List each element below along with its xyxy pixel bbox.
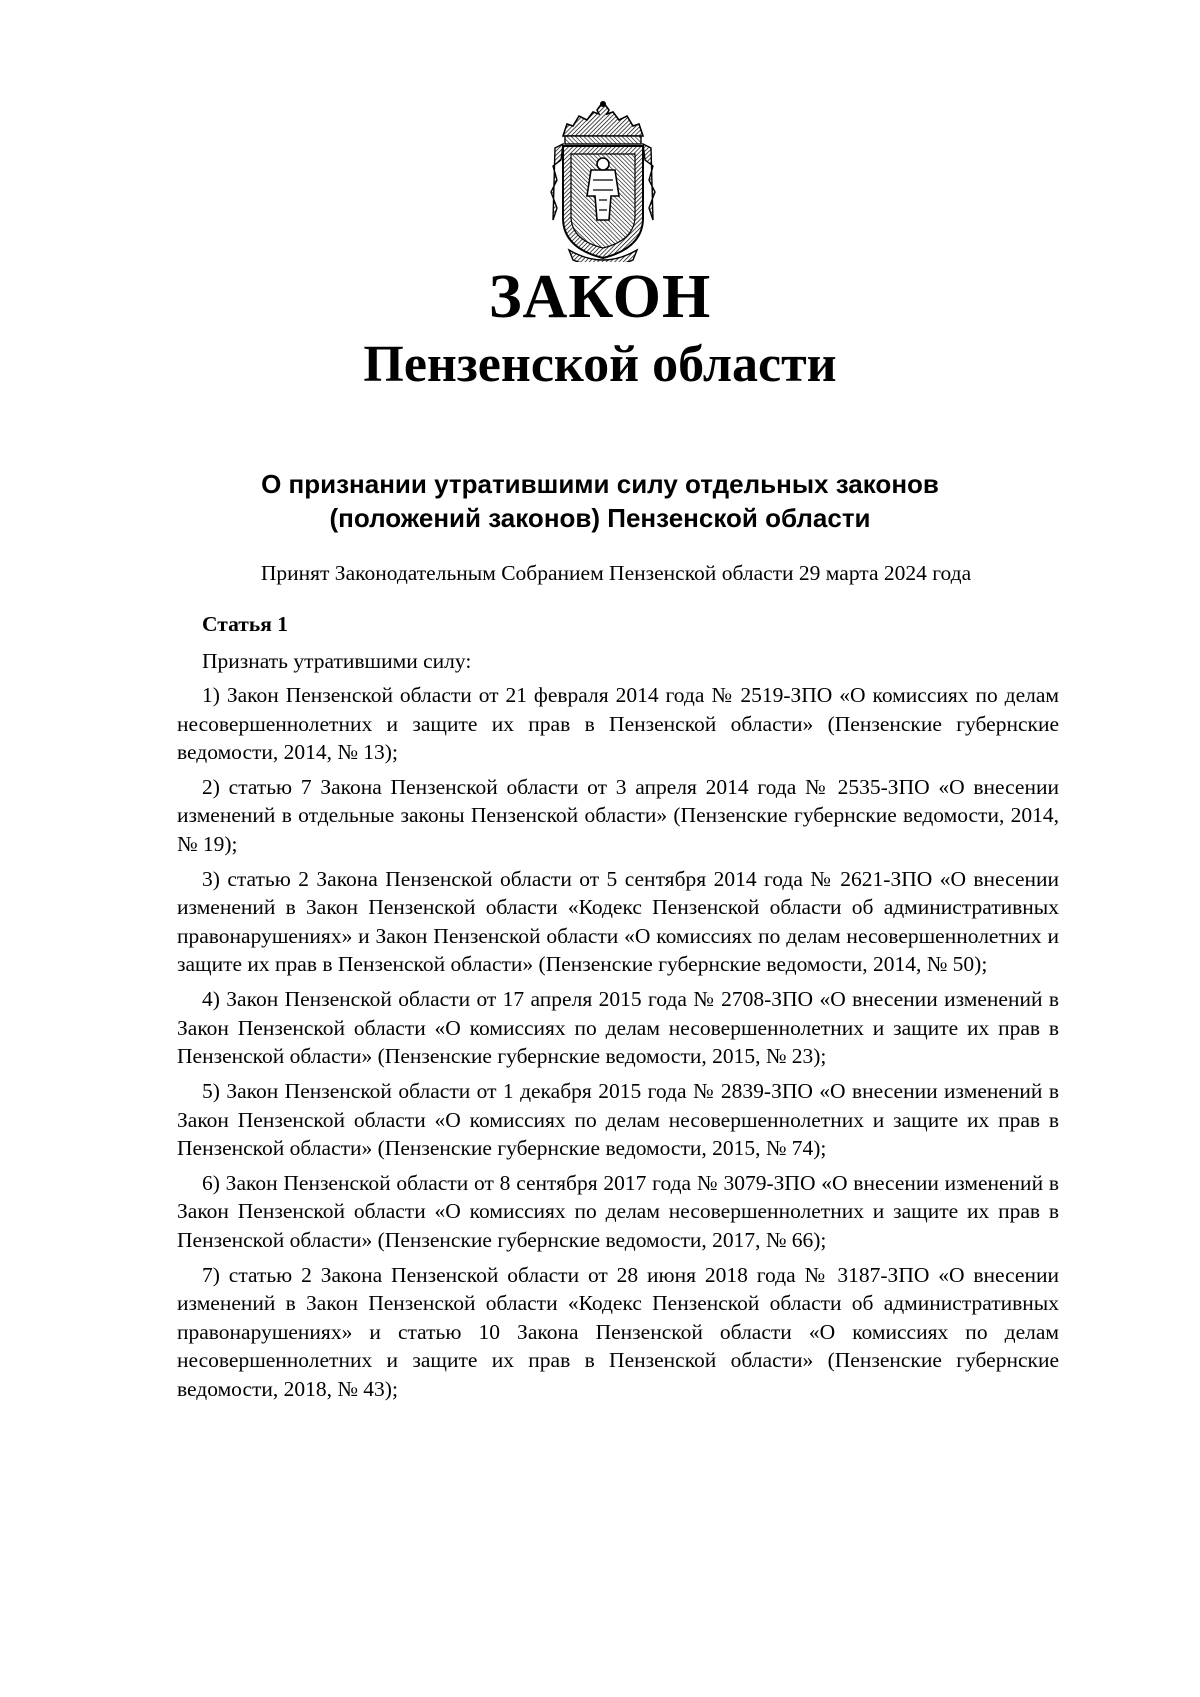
adoption-note: Принят Законодательным Собранием Пензенской области 29 марта 2024 года [260, 561, 972, 585]
heading-line-1: О признании утратившими силу отдельных законов [261, 469, 939, 499]
law-region-subtitle: Пензенской области [363, 336, 837, 393]
law-title: ЗАКОН [488, 263, 712, 331]
list-item: 1) Закон Пензенской области от 21 февраля 2014 года № 2519-ЗПО «О комиссиях по делам несовершеннолетних и защите их прав в Пензенской области» (Пензенские губернские ведомости, 2014, № 13); [177, 683, 1059, 764]
list-item: 5) Закон Пензенской области от 1 декабря 2015 года № 2839-ЗПО «О внесении изменений в Закон Пензенской области «О комиссиях по делам несовершеннолетних и защите их прав в Пензенской области» (Пензенские губернские ведомости, 2015, № 74); [177, 1079, 1059, 1161]
list-item: 3) статью 2 Закона Пензенской области от 5 сентября 2014 года № 2621-ЗПО «О внесении изменений в Закон Пензенской области «Кодекс Пензенской области об административных правонарушениях» и Закон Пензенской области «О комиссиях по делам несовершеннолетних и защите их прав в Пензенской области» (Пензенские губернские ведомости, 2014, № 50); [177, 866, 1059, 977]
article-title: Статья 1 [202, 612, 288, 636]
document-body [177, 610, 1059, 1410]
list-item: 2) статью 7 Закона Пензенской области от 3 апреля 2014 года № 2535-ЗПО «О внесении изменений в отдельные законы Пензенской области» (Пензенские губернские ведомости, 2014, № 19); [177, 774, 1059, 856]
article-intro: Признать утратившими силу: [202, 648, 472, 673]
law-heading [150, 467, 1050, 535]
list-item: 7) статью 2 Закона Пензенской области от 28 июня 2018 года № 3187-ЗПО «О внесении изменений в Закон Пензенской области «Кодекс Пензенской области об административных правонарушениях» и статью 10 Закона Пензенской области «О комиссиях по делам несовершеннолетних и защите их прав в Пензенской области» (Пензенские губернские ведомости, 2018, № 43); [177, 1262, 1059, 1401]
coat-of-arms-icon [547, 100, 659, 262]
heading-line-2: (положений законов) Пензенской области [329, 503, 871, 533]
list-item: 4) Закон Пензенской области от 17 апреля 2015 года № 2708-ЗПО «О внесении изменений в Закон Пензенской области «О комиссиях по делам несовершеннолетних и защите их прав в Пензенской области» (Пензенские губернские ведомости, 2015, № 23); [177, 987, 1059, 1069]
list-item: 6) Закон Пензенской области от 8 сентября 2017 года № 3079-ЗПО «О внесении изменений в Закон Пензенской области «О комиссиях по делам несовершеннолетних и защите их прав в Пензенской области» (Пензенские губернские ведомости, 2017, № 66); [177, 1170, 1059, 1252]
